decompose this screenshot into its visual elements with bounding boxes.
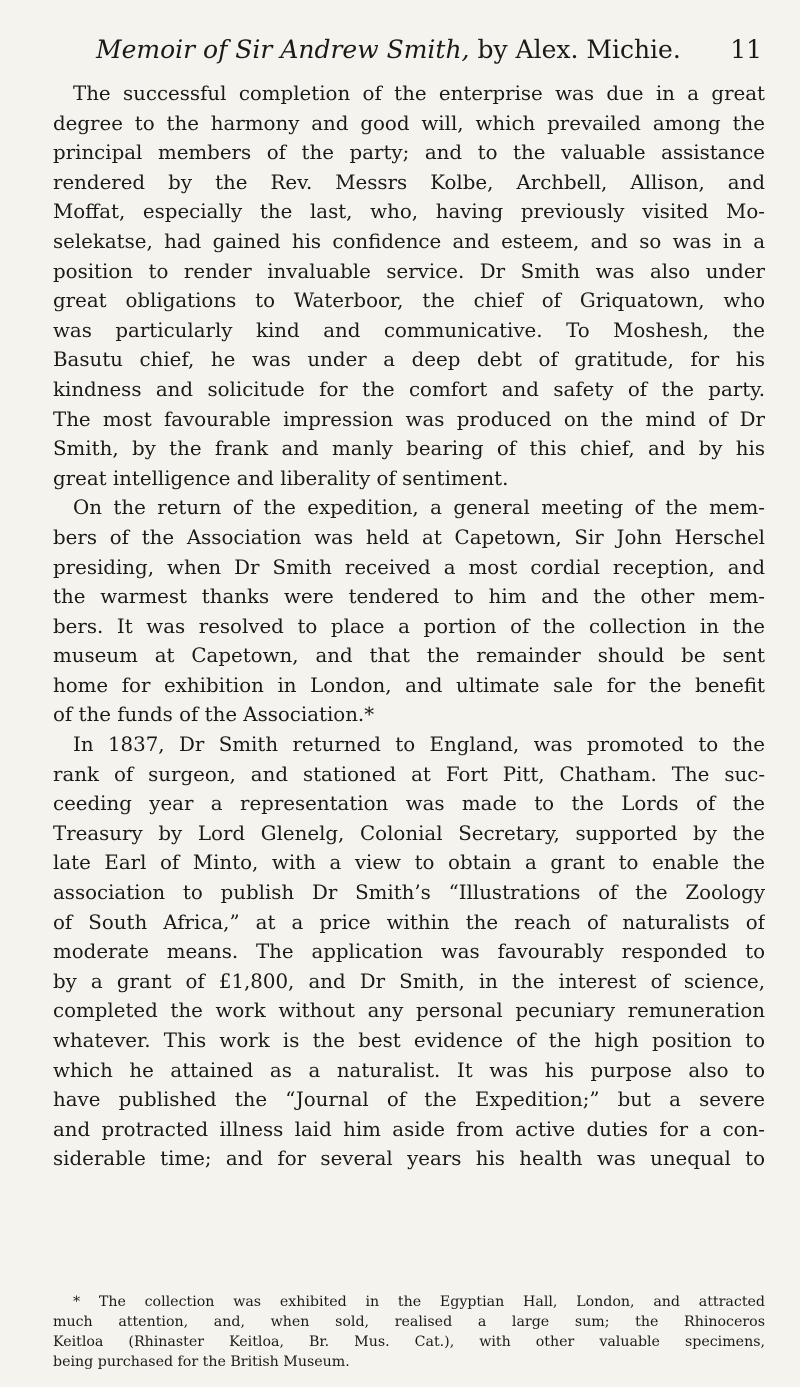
footnote-line: Keitloa (Rhinaster Keitloa, Br. Mus. Cat.), with other valuable specimens, [53,1334,765,1350]
text-line: On the return of the expedition, a general meeting of the mem- [73,496,765,520]
text-line: position to render invaluable service. Dr Smith was also under [53,259,765,283]
text-line: moderate means. The application was favourably responded to [53,940,765,964]
text-line: In 1837, Dr Smith returned to England, was promoted to the [73,733,765,757]
body-text [53,79,765,1174]
text-line: whatever. This work is the best evidence of the high position to [53,1029,765,1052]
text-line: principal members of the party; and to the valuable assistance [53,141,765,165]
text-line: late Earl of Minto, with a view to obtain a grant to enable the [53,851,765,875]
running-head-title: Memoir of Sir Andrew Smith, [96,35,470,64]
running-head-author: by Alex. Michie. [469,35,681,64]
text-line: rank of surgeon, and stationed at Fort Pitt, Chatham. The suc- [53,762,765,786]
text-line: The most favourable impression was produced on the mind of Dr [53,407,765,431]
text-line: great obligations to Waterboor, the chief of Griquatown, who [53,289,765,313]
text-line: rendered by the Rev. Messrs Kolbe, Archbell, Allison, and [53,170,765,194]
text-line: by a grant of £1,800, and Dr Smith, in the interest of science, [53,969,765,993]
text-line: and protracted illness laid him aside from active duties for a con- [53,1117,765,1141]
footnote-line: * The collection was exhibited in the Egyptian Hall, London, and attracted [73,1294,765,1310]
text-line: Basutu chief, he was under a deep debt of gratitude, for his [53,348,765,372]
text-line: siderable time; and for several years his health was unequal to [53,1147,765,1171]
text-line: The successful completion of the enterprise was due in a great [73,82,765,105]
text-line: of the funds of the Association.* [53,703,375,727]
text-line: bers. It was resolved to place a portion of the collection in the [53,614,765,638]
text-line: was particularly kind and communicative. To Moshesh, the [53,318,765,342]
text-line: bers of the Association was held at Capetown, Sir John Herschel [53,525,765,549]
text-line: association to publish Dr Smith’s “Illustrations of the Zoology [53,881,765,905]
text-line: the warmest thanks were tendered to him and the other mem- [53,585,765,609]
text-line: great intelligence and liberality of sentiment. [53,466,509,490]
text-line: completed the work without any personal pecuniary remuneration [53,999,765,1023]
text-line: Moffat, especially the last, who, having previously visited Mo- [53,200,765,224]
text-line: selekatse, had gained his confidence and esteem, and so was in a [53,229,765,253]
page-number: 11 [730,35,762,64]
text-line: home for exhibition in London, and ultimate sale for the benefit [53,673,765,697]
text-line: Smith, by the frank and manly bearing of this chief, and by his [53,437,765,461]
text-line: of South Africa,” at a price within the reach of naturalists of [53,910,765,934]
text-line: museum at Capetown, and that the remainder should be sent [53,644,765,668]
footnote-line: much attention, and, when sold, realised a large sum; the Rhinoceros [53,1314,765,1330]
footnote [53,1292,765,1372]
text-line: which he attained as a naturalist. It was his purpose also to [53,1058,765,1082]
text-line: ceeding year a representation was made to the Lords of the [53,792,765,816]
text-line: degree to the harmony and good will, which prevailed among the [53,111,765,135]
text-line: Treasury by Lord Glenelg, Colonial Secretary, supported by the [53,821,765,845]
running-head [96,30,762,70]
text-line: kindness and solicitude for the comfort and safety of the party. [53,377,765,401]
footnote-line: being purchased for the British Museum. [53,1354,350,1370]
text-line: have published the “Journal of the Expedition;” but a severe [53,1088,765,1112]
text-line: presiding, when Dr Smith received a most cordial reception, and [53,555,765,579]
